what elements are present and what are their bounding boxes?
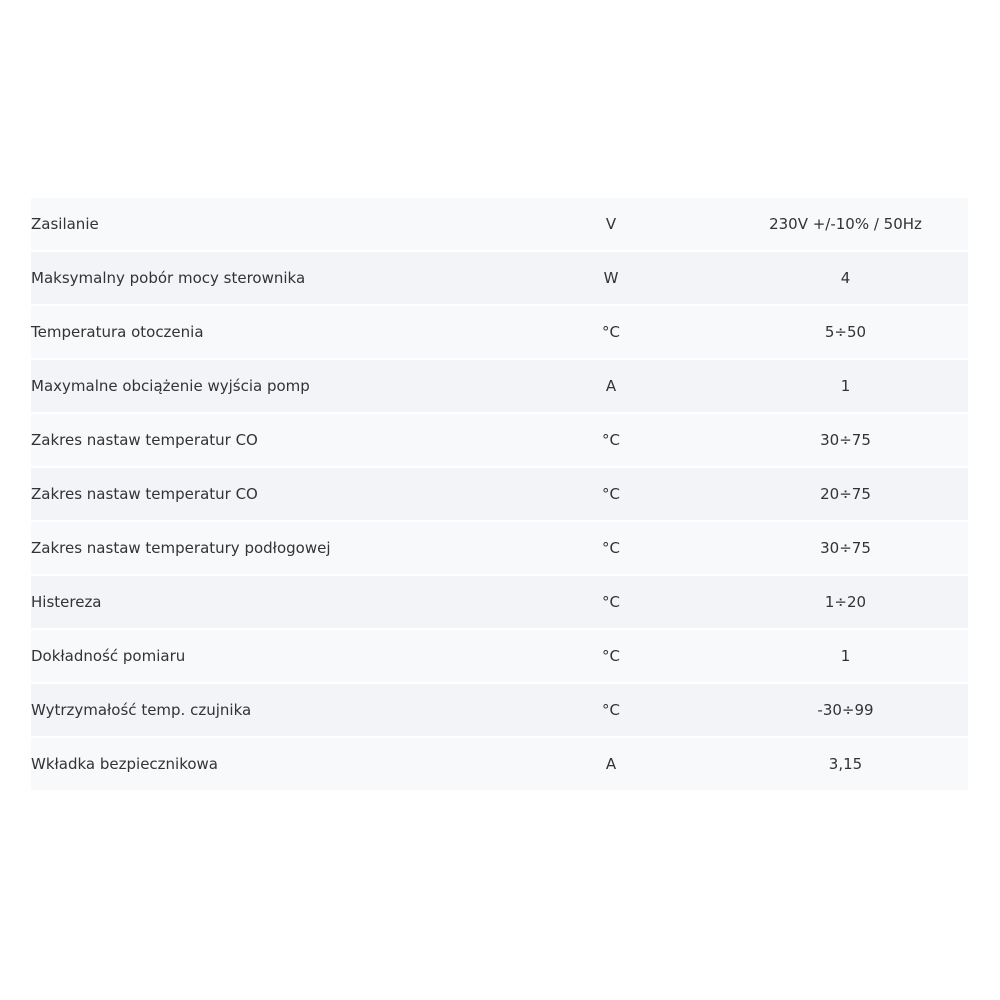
- spec-name: Dokładność pomiaru: [31, 630, 499, 684]
- spec-name: Histereza: [31, 576, 499, 630]
- spec-unit: °C: [499, 522, 723, 576]
- table-row: [31, 468, 968, 522]
- spec-name: Temperatura otoczenia: [31, 306, 499, 360]
- spec-value: 1: [723, 360, 968, 414]
- table-row: [31, 576, 968, 630]
- spec-unit: °C: [499, 468, 723, 522]
- table-row: [31, 738, 968, 792]
- table-row: [31, 360, 968, 414]
- spec-name: Wkładka bezpiecznikowa: [31, 738, 499, 792]
- spec-name: Zakres nastaw temperatur CO: [31, 414, 499, 468]
- spec-unit: A: [499, 360, 723, 414]
- spec-name: Zakres nastaw temperatur CO: [31, 468, 499, 522]
- spec-value: 5÷50: [723, 306, 968, 360]
- spec-name: Maxymalne obciążenie wyjścia pomp: [31, 360, 499, 414]
- spec-value: 1: [723, 630, 968, 684]
- spec-unit: °C: [499, 684, 723, 738]
- spec-unit: V: [499, 198, 723, 252]
- spec-name: Wytrzymałość temp. czujnika: [31, 684, 499, 738]
- spec-value: 30÷75: [723, 522, 968, 576]
- table-row: [31, 522, 968, 576]
- spec-unit: °C: [499, 306, 723, 360]
- spec-table-body: [31, 198, 968, 792]
- spec-unit: °C: [499, 576, 723, 630]
- table-row: [31, 684, 968, 738]
- spec-value: 230V +/-10% / 50Hz: [723, 198, 968, 252]
- spec-value: 4: [723, 252, 968, 306]
- table-row: [31, 198, 968, 252]
- table-row: [31, 252, 968, 306]
- spec-value: 3,15: [723, 738, 968, 792]
- spec-value: 20÷75: [723, 468, 968, 522]
- spec-unit: A: [499, 738, 723, 792]
- spec-value: 1÷20: [723, 576, 968, 630]
- spec-name: Zasilanie: [31, 198, 499, 252]
- spec-unit: °C: [499, 630, 723, 684]
- spec-unit: W: [499, 252, 723, 306]
- table-row: [31, 306, 968, 360]
- table-row: [31, 630, 968, 684]
- spec-value: -30÷99: [723, 684, 968, 738]
- table-row: [31, 414, 968, 468]
- spec-name: Zakres nastaw temperatury podłogowej: [31, 522, 499, 576]
- spec-table: [31, 198, 968, 792]
- spec-value: 30÷75: [723, 414, 968, 468]
- spec-name: Maksymalny pobór mocy sterownika: [31, 252, 499, 306]
- spec-unit: °C: [499, 414, 723, 468]
